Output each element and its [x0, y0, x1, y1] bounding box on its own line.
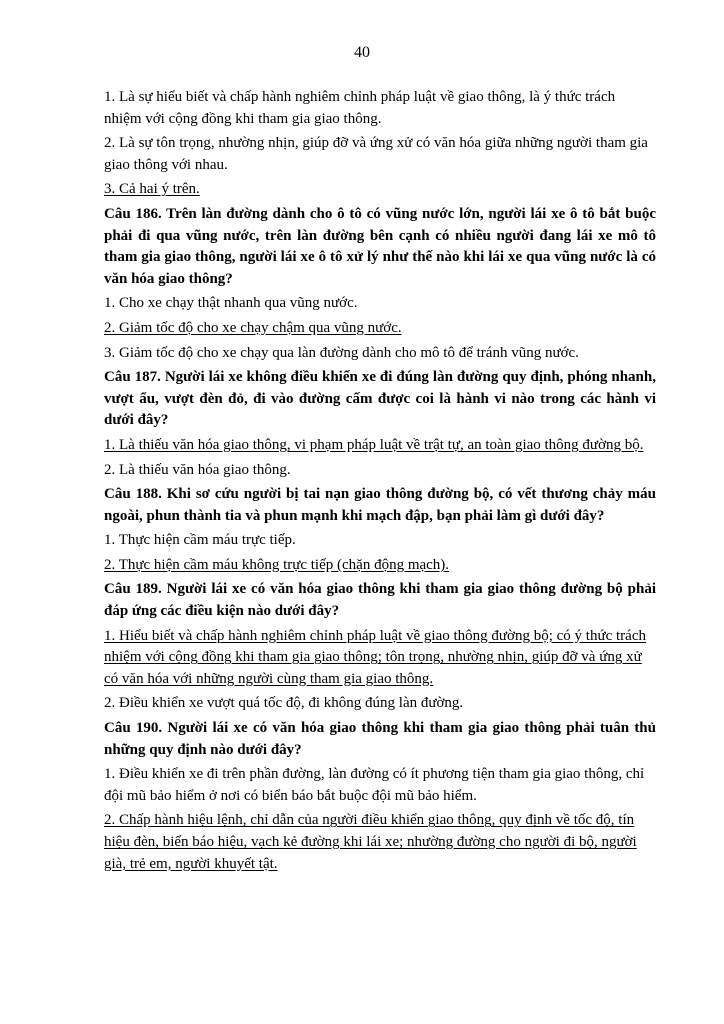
correct-answer-option: 3. Cả hai ý trên. — [104, 181, 200, 198]
correct-answer-option: 2. Thực hiện cầm máu không trực tiếp (chặn động mạch). — [104, 556, 450, 573]
answer-option: 1. Là sự hiểu biết và chấp hành nghiêm chỉnh pháp luật về giao thông, là ý thức trách nhiệm với cộng đồng khi tham gia giao thông. — [104, 89, 616, 127]
correct-answer-option: 1. Hiểu biết và chấp hành nghiêm chỉnh pháp luật về giao thông đường bộ; có ý thức trách nhiệm với cộng đồng khi tham gia giao thông; tôn trọng, nhường nhịn, giúp đỡ và ứng xử có văn hóa với những người cùng tham gia giao thông. — [104, 627, 646, 687]
answer-option: 2. Là thiếu văn hóa giao thông. — [104, 461, 291, 478]
question-187: Câu 187. Người lái xe không điều khiển xe đi đúng làn đường quy định, phóng nhanh, vượt ẩu, vượt đèn đỏ, đi vào đường cấm được coi là hành vi nào trong các hành vi dưới đây? — [104, 369, 656, 429]
answer-option: 1. Cho xe chạy thật nhanh qua vũng nước. — [104, 295, 358, 312]
answer-option: 2. Là sự tôn trọng, nhường nhịn, giúp đỡ và ứng xử có văn hóa giữa những người tham gia giao thông với nhau. — [104, 135, 648, 173]
question-188: Câu 188. Khi sơ cứu người bị tai nạn giao thông đường bộ, có vết thương chảy máu ngoài, phun thành tia và phun mạnh khi mạch đập, bạn phải làm gì dưới đây? — [104, 486, 656, 524]
question-186: Câu 186. Trên làn đường dành cho ô tô có vũng nước lớn, người lái xe ô tô bắt buộc phải đi qua vũng nước, trên làn đường bên cạnh có nhiều người đang lái xe mô tô tham gia giao thông, người lái xe ô tô xử lý như thế nào khi lái xe qua vũng nước là có văn hóa giao thông? — [104, 205, 656, 287]
correct-answer-option: 2. Giảm tốc độ cho xe chạy chậm qua vũng nước. — [104, 319, 402, 336]
correct-answer-option: 1. Là thiếu văn hóa giao thông, vi phạm pháp luật về trật tự, an toàn giao thông đường bộ. — [104, 436, 644, 453]
answer-option: 3. Giảm tốc độ cho xe chạy qua làn đường dành cho mô tô để tránh vũng nước. — [104, 344, 579, 361]
document-content — [104, 87, 656, 878]
page-number: 40 — [354, 44, 370, 61]
answer-option: 1. Thực hiện cầm máu trực tiếp. — [104, 532, 296, 549]
question-189: Câu 189. Người lái xe có văn hóa giao thông khi tham gia giao thông đường bộ phải đáp ứng các điều kiện nào dưới đây? — [104, 581, 656, 620]
correct-answer-option: 2. Chấp hành hiệu lệnh, chỉ dẫn của người điều khiển giao thông, quy định về tốc độ, tín hiệu đèn, biển báo hiệu, vạch kẻ đường khi lái xe; nhường đường cho người đi bộ, người già, trẻ em, người khuyết tật. — [104, 812, 637, 872]
answer-option: 2. Điều khiển xe vượt quá tốc độ, đi không đúng làn đường. — [104, 695, 464, 712]
answer-option: 1. Điều khiển xe đi trên phần đường, làn đường có ít phương tiện tham gia giao thông, chỉ đội mũ bảo hiểm ở nơi có biển báo bắt buộc đội mũ bảo hiểm. — [104, 766, 645, 804]
question-190: Câu 190. Người lái xe có văn hóa giao thông khi tham gia giao thông phải tuân thủ những quy định nào dưới đây? — [104, 720, 656, 758]
